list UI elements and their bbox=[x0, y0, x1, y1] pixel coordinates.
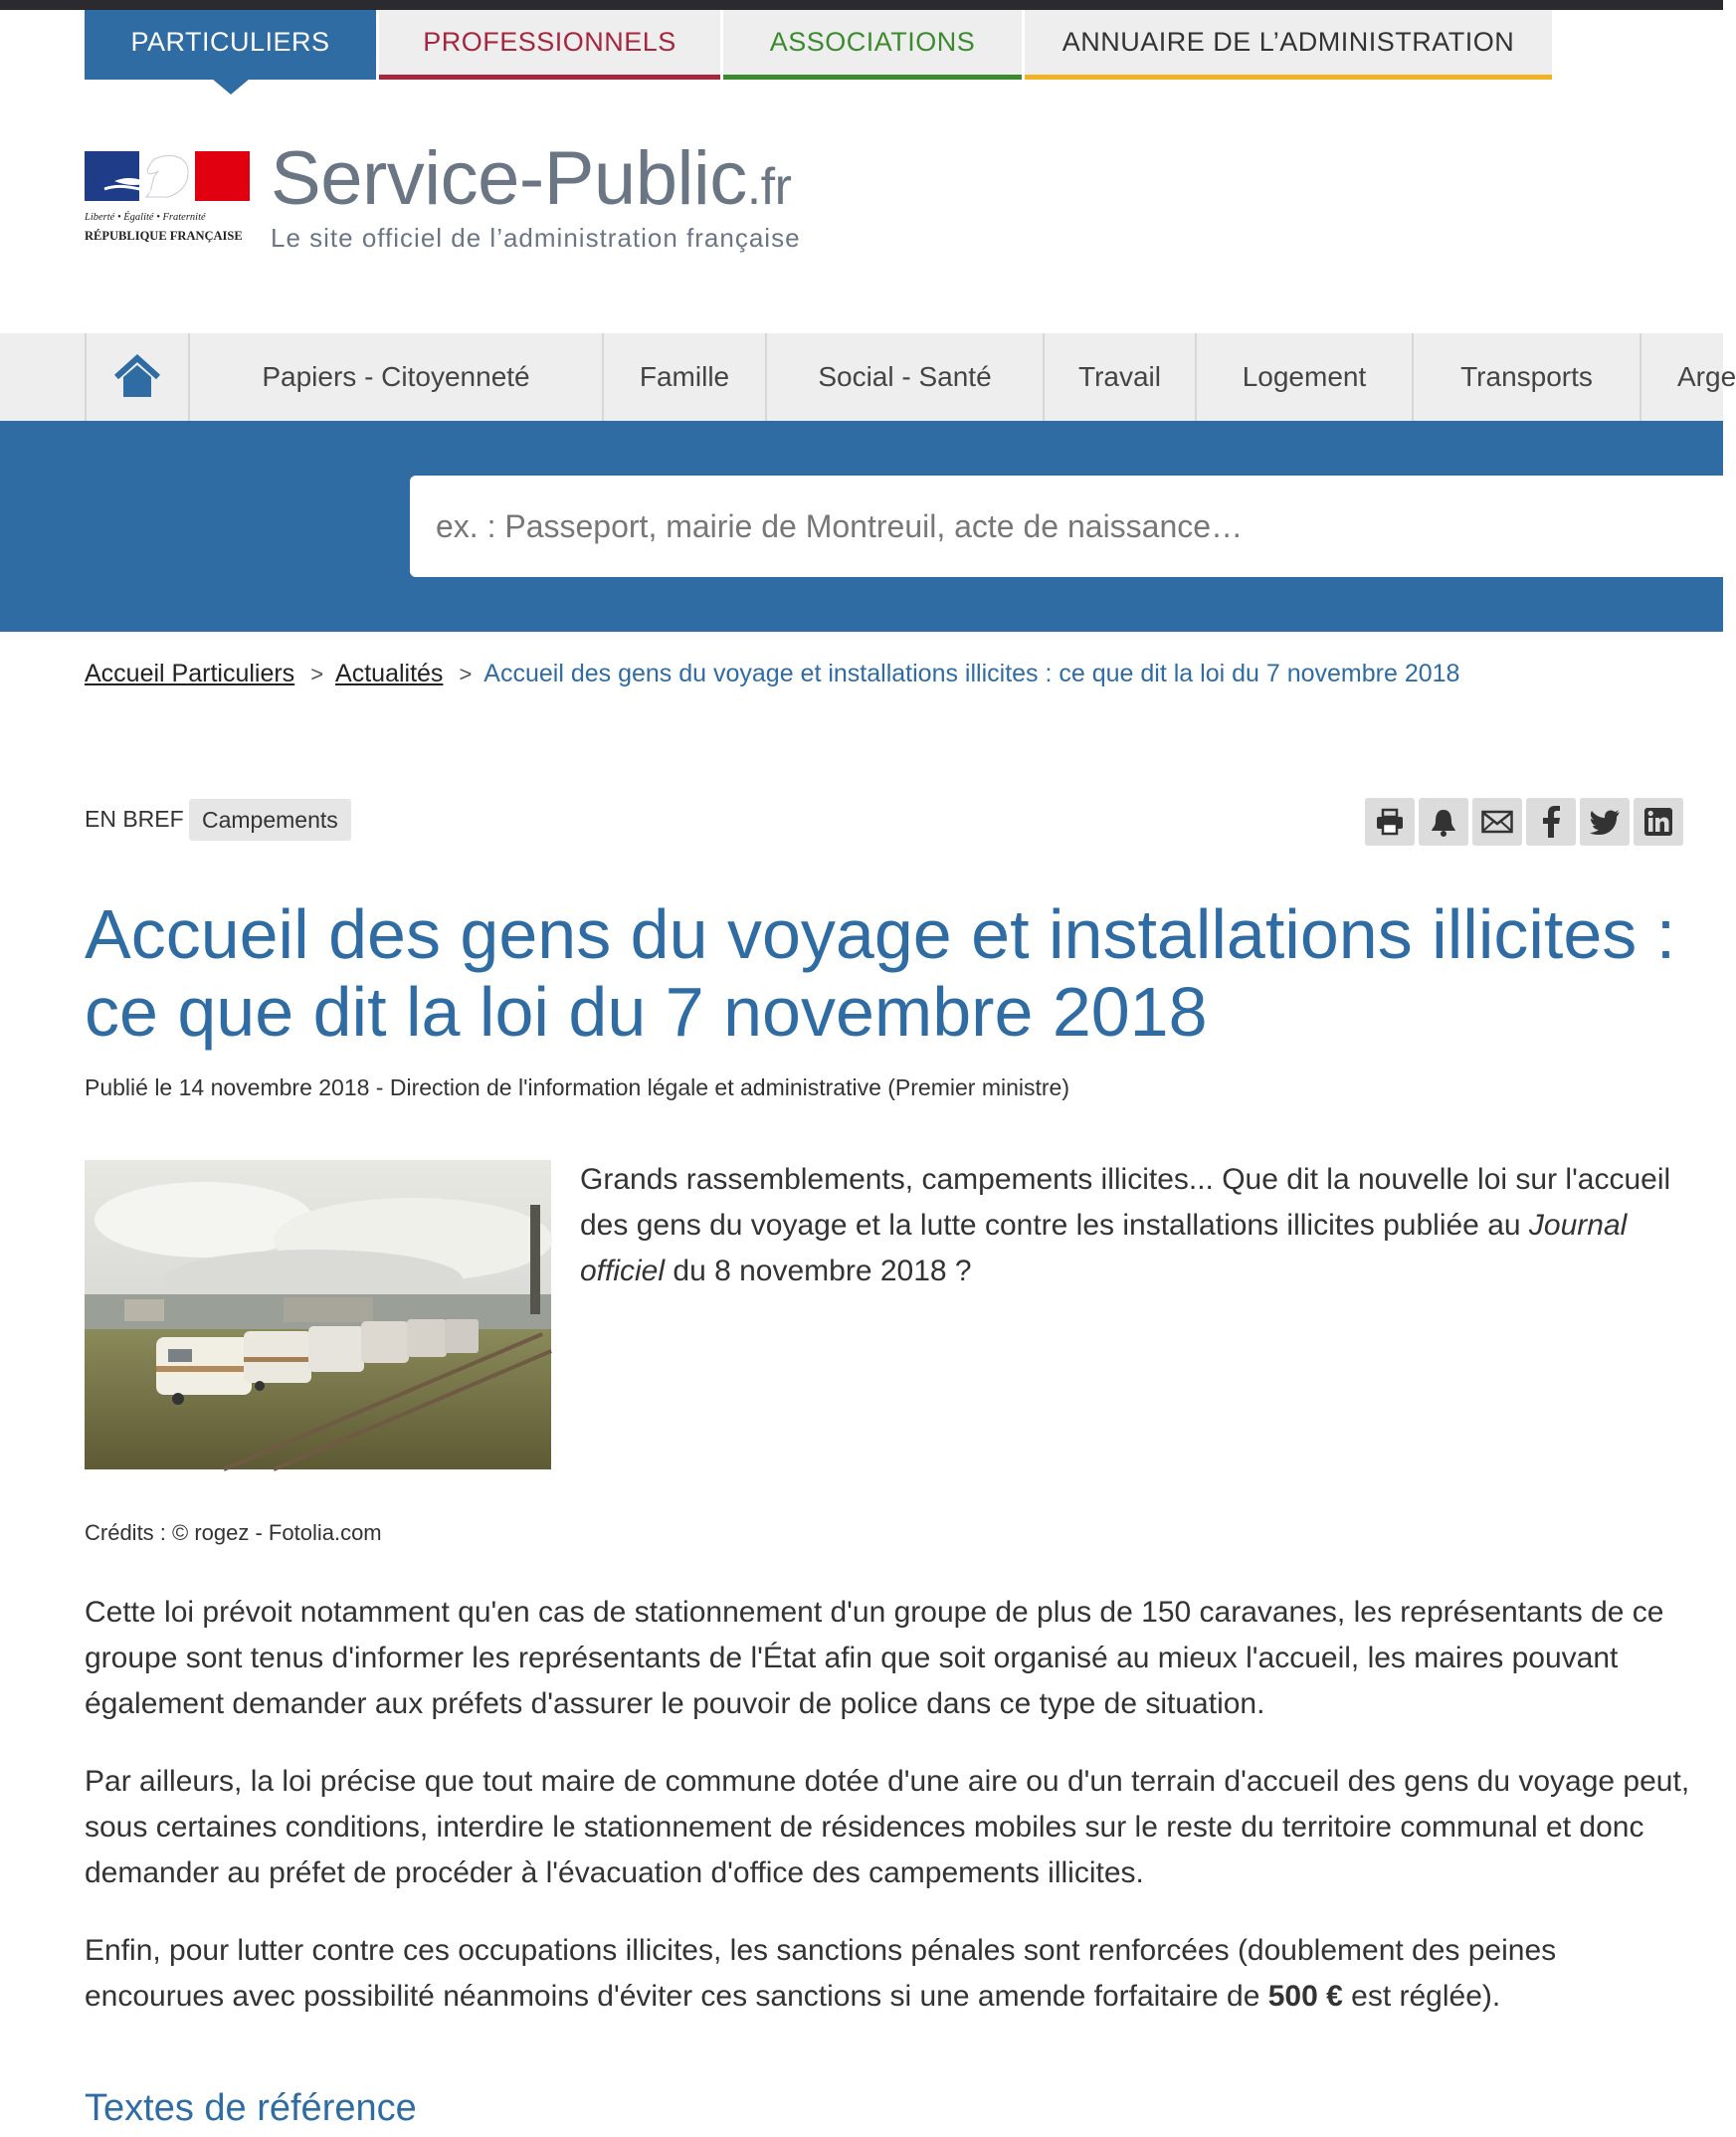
home-icon bbox=[113, 355, 161, 399]
site-tagline: Le site officiel de l’administration française bbox=[271, 223, 801, 253]
marianne-logo[interactable] bbox=[85, 151, 250, 249]
bell-icon bbox=[1430, 807, 1457, 837]
logo-motto: Liberté • Égalité • Fraternité bbox=[85, 212, 206, 223]
home-button[interactable] bbox=[85, 333, 188, 421]
nav-logement[interactable]: Logement bbox=[1195, 333, 1412, 421]
print-icon bbox=[1375, 808, 1405, 836]
share-toolbar bbox=[1365, 798, 1687, 846]
breadcrumb-accueil-particuliers[interactable]: Accueil Particuliers bbox=[85, 660, 295, 687]
publication-info: Publié le 14 novembre 2018 - Direction de l'information légale et administrative (Premier ministre) bbox=[85, 1074, 1069, 1100]
facebook-icon bbox=[1541, 806, 1561, 838]
breadcrumb-separator: > bbox=[459, 662, 473, 686]
nav-papiers-citoyennete[interactable]: Papiers - Citoyenneté bbox=[188, 333, 602, 421]
intro-text-end: du 8 novembre 2018 ? bbox=[665, 1255, 972, 1287]
paragraph-1: Cette loi prévoit notamment qu'en cas de stationnement d'un groupe de plus de 150 caravanes, les représentants de ce groupe sont tenus d'informer les représentants de l'État afin que soit organisé au mieux l'accueil, les maires pouvant également demander aux préfets d'assurer le pouvoir de police dans ce type de situation. bbox=[85, 1596, 1664, 1720]
twitter-icon bbox=[1589, 809, 1621, 835]
paragraph-3-text-start: Enfin, pour lutter contre ces occupations illicites, les sanctions pénales sont renforcées (doublement des peines encourues avec possibilité néanmoins d'éviter ces sanctions si une amende forfaitaire de bbox=[85, 1934, 1557, 2013]
main-nav bbox=[0, 333, 1736, 421]
nav-argent[interactable]: Arge bbox=[1640, 333, 1723, 421]
photo-credits: Crédits : © rogez - Fotolia.com bbox=[85, 1520, 382, 1545]
twitter-share-button[interactable] bbox=[1580, 798, 1630, 846]
tab-particuliers[interactable]: PARTICULIERS bbox=[85, 10, 376, 80]
email-share-button[interactable] bbox=[1472, 798, 1522, 846]
tab-professionnels[interactable]: PROFESSIONNELS bbox=[379, 10, 720, 80]
fine-amount: 500 € bbox=[1267, 1980, 1343, 2013]
facebook-share-button[interactable] bbox=[1526, 798, 1576, 846]
nav-travail[interactable]: Travail bbox=[1043, 333, 1195, 421]
article-intro bbox=[580, 1157, 1694, 1294]
search-band bbox=[0, 421, 1723, 632]
mail-icon bbox=[1481, 810, 1513, 834]
logo-republic: RÉPUBLIQUE FRANÇAISE bbox=[85, 229, 243, 243]
article-title: Accueil des gens du voyage et installations illicites : ce que dit la loi du 7 novembre 2018 bbox=[85, 895, 1676, 1051]
intro-journal-officiel: Journal officiel bbox=[580, 1209, 1628, 1287]
site-tld: .fr bbox=[746, 158, 792, 216]
topic-tag[interactable]: Campements bbox=[189, 799, 351, 841]
top-strip bbox=[0, 0, 1723, 10]
nav-social-sante[interactable]: Social - Santé bbox=[765, 333, 1043, 421]
article-kind: EN BREF bbox=[85, 806, 184, 832]
breadcrumb-current: Accueil des gens du voyage et installations illicites : ce que dit la loi du 7 novembre 2018 bbox=[483, 660, 1460, 687]
audience-tabs bbox=[85, 10, 1555, 80]
paragraph-3 bbox=[85, 1928, 1701, 2020]
breadcrumb-actualites[interactable]: Actualités bbox=[335, 660, 444, 687]
site-name: Service-Public bbox=[271, 136, 747, 221]
section-title-textes-reference: Textes de référence bbox=[85, 2087, 417, 2129]
nav-transports[interactable]: Transports bbox=[1412, 333, 1640, 421]
paragraph-3-text-end: est réglée). bbox=[1342, 1980, 1501, 2013]
intro-text-start: Grands rassemblements, campements illicites... Que dit la nouvelle loi sur l'accueil des gens du voyage et la lutte contre les installations illicites publiée au bbox=[580, 1163, 1671, 1242]
print-button[interactable] bbox=[1365, 798, 1415, 846]
linkedin-icon bbox=[1643, 807, 1673, 837]
breadcrumb-separator: > bbox=[310, 662, 324, 686]
article-photo bbox=[85, 1160, 551, 1469]
linkedin-share-button[interactable] bbox=[1634, 798, 1683, 846]
search-input[interactable] bbox=[410, 476, 1723, 577]
tab-associations[interactable]: ASSOCIATIONS bbox=[723, 10, 1022, 80]
breadcrumb bbox=[85, 660, 1459, 688]
nav-famille[interactable]: Famille bbox=[602, 333, 765, 421]
paragraph-2: Par ailleurs, la loi précise que tout maire de commune dotée d'une aire ou d'un terrain d'accueil des gens du voyage peut, sous certaines conditions, interdire le stationnement de résidences mobiles sur le reste du territoire communal et donc demander au préfet de procéder à l'évacuation d'office des campements illicites. bbox=[85, 1765, 1690, 1889]
alert-button[interactable] bbox=[1419, 798, 1468, 846]
tab-annuaire[interactable]: ANNUAIRE DE L’ADMINISTRATION bbox=[1025, 10, 1552, 80]
site-logo-title[interactable] bbox=[271, 135, 791, 222]
